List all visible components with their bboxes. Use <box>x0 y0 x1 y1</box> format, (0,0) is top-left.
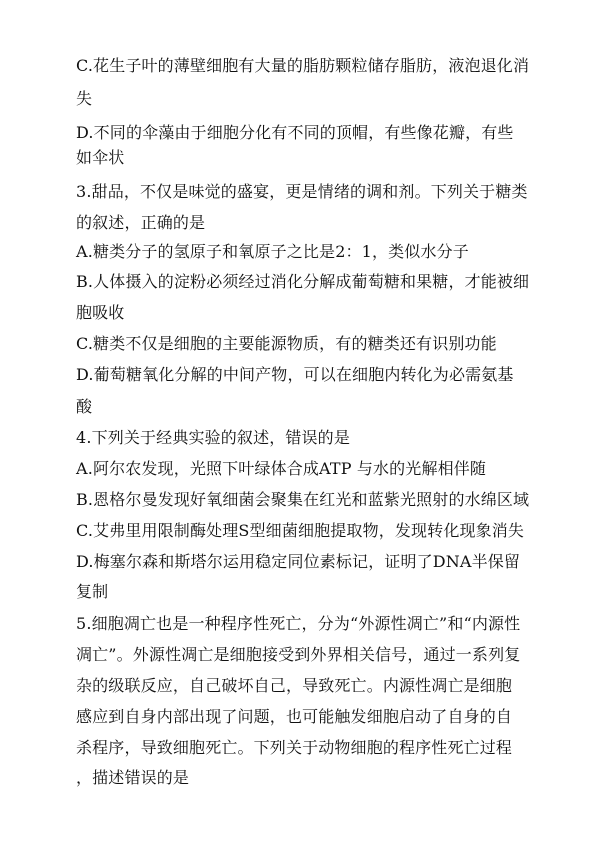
option-2c-line-2: 失 <box>76 89 93 108</box>
option-2d-line-2: 如伞状 <box>76 148 125 167</box>
question-5-stem-line-2: 凋亡”。外源性凋亡是细胞接受到外界相关信号，通过一系列复 <box>76 645 521 664</box>
option-3b-line-2: 胞吸收 <box>76 303 125 322</box>
question-5-stem-line-3: 杂的级联反应，自己破坏自己，导致死亡。内源性凋亡是细胞 <box>76 676 513 695</box>
option-4a: A.阿尔农发现，光照下叶绿体合成ATP 与水的光解相伴随 <box>76 459 487 478</box>
option-4c: C.艾弗里用限制酶处理S型细菌细胞提取物，发现转化现象消失 <box>76 521 525 540</box>
option-4b: B.恩格尔曼发现好氧细菌会聚集在红光和蓝紫光照射的水绵区域 <box>76 490 530 509</box>
option-4d-line-2: 复制 <box>76 582 109 601</box>
option-3c: C.糖类不仅是细胞的主要能源物质，有的糖类还有识别功能 <box>76 334 497 353</box>
option-3b-line-1: B.人体摄入的淀粉必须经过消化分解成葡萄糖和果糖，才能被细 <box>76 272 530 291</box>
question-3-stem-line-1: 3.甜品，不仅是味觉的盛宴，更是情绪的调和剂。下列关于糖类 <box>76 182 528 201</box>
question-3-stem-line-2: 的叙述，正确的是 <box>76 213 206 232</box>
question-5-stem-line-5: 杀程序，导致细胞死亡。下列关于动物细胞的程序性死亡过程 <box>76 738 513 757</box>
question-5-stem-line-6: ，描述错误的是 <box>76 768 190 787</box>
option-3d-line-2: 酸 <box>76 397 93 416</box>
question-5-stem-line-4: 感应到自身内部出现了问题，也可能触发细胞启动了自身的自 <box>76 707 513 726</box>
question-5-stem-line-1: 5.细胞凋亡也是一种程序性死亡，分为“外源性凋亡”和“内源性 <box>76 614 521 633</box>
question-4-stem: 4.下列关于经典实验的叙述，错误的是 <box>76 428 350 447</box>
option-3a: A.糖类分子的氢原子和氧原子之比是2：1，类似水分子 <box>76 242 469 261</box>
option-4d-line-1: D.梅塞尔森和斯塔尔运用稳定同位素标记，证明了DNA半保留 <box>76 552 521 571</box>
option-3d-line-1: D.葡萄糖氧化分解的中间产物，可以在细胞内转化为必需氨基 <box>76 365 514 384</box>
option-2c-line-1: C.花生子叶的薄壁细胞有大量的脂肪颗粒储存脂肪，液泡退化消 <box>76 56 530 75</box>
option-2d-line-1: D.不同的伞藻由于细胞分化有不同的顶帽，有些像花瓣，有些 <box>76 123 514 142</box>
